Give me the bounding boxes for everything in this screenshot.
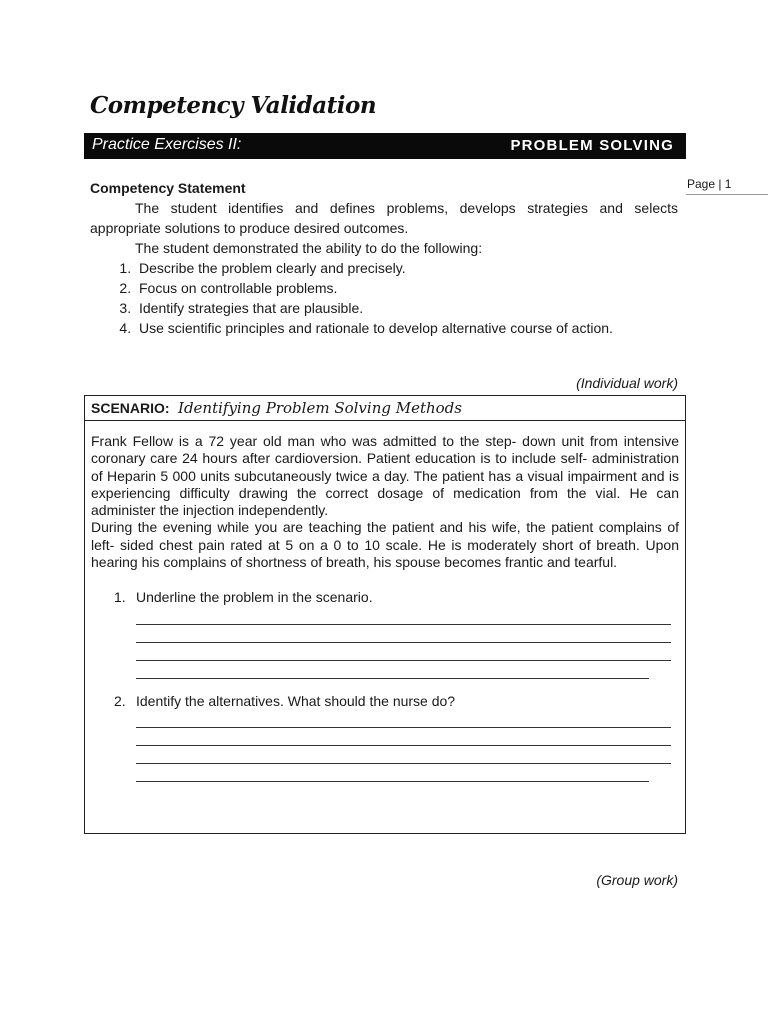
question-item <box>114 692 679 782</box>
question-list <box>91 589 679 782</box>
question-text <box>114 692 679 710</box>
question-label: Identify the alternatives. What should the nurse do? <box>136 692 456 709</box>
list-item: 3. Identify strategies that are plausible. <box>135 298 678 318</box>
scenario-box <box>84 395 686 834</box>
question-item <box>114 589 679 678</box>
page-title: Competency Validation <box>90 92 377 119</box>
banner-topic: PROBLEM SOLVING <box>510 137 674 154</box>
banner-subtitle: Practice Exercises II: <box>92 136 242 153</box>
answer-line[interactable] <box>136 607 671 625</box>
answer-line[interactable] <box>136 625 671 643</box>
competency-statement <box>90 178 678 338</box>
scenario-body <box>85 421 685 782</box>
individual-work-note: (Individual work) <box>576 375 678 391</box>
competency-paragraph: The student identifies and defines problems, develops strategies and selects appropriate solutions to produce desired outcomes. <box>90 200 678 236</box>
competency-intro: The student demonstrated the ability to do the following: <box>135 240 483 256</box>
answer-line[interactable] <box>136 661 649 679</box>
answer-line[interactable] <box>136 728 671 746</box>
scenario-title: Identifying Problem Solving Methods <box>178 399 462 417</box>
competency-heading: Competency Statement <box>90 180 246 196</box>
question-text <box>114 589 679 606</box>
list-item: 4. Use scientific principles and rationale to develop alternative course of action. <box>135 318 678 338</box>
scenario-header <box>85 396 685 421</box>
list-item: 2. Focus on controllable problems. <box>135 278 678 298</box>
answer-line[interactable] <box>136 710 671 728</box>
group-work-note: (Group work) <box>596 872 678 888</box>
section-banner <box>84 133 686 159</box>
scenario-paragraph: Frank Fellow is a 72 year old man who was admitted to the step- down unit from intensive coronary care 24 hours after cardioversion. Patient education is to include self- administration of Heparin 5 000 units subcutaneously twice a day. The patient has a visual impairment and is experiencing difficulty drawing the correct dosage of medication from the vial. He can administer the injection independently. <box>91 433 679 519</box>
scenario-label: SCENARIO: <box>91 400 170 416</box>
competency-list <box>90 258 678 338</box>
question-label: Underline the problem in the scenario. <box>136 589 373 606</box>
answer-line[interactable] <box>136 764 649 782</box>
list-item: 1. Describe the problem clearly and precisely. <box>135 258 678 278</box>
page-number: Page | 1 <box>686 175 768 195</box>
question-number: 2. <box>114 692 126 709</box>
question-number: 1. <box>114 589 126 606</box>
answer-line[interactable] <box>136 746 671 764</box>
scenario-paragraph: During the evening while you are teaching the patient and his wife, the patient complains of left- sided chest pain rated at 5 on a 0 to 10 scale. He is moderately short of breath. Upon hearing his complains of shortness of breath, his spouse becomes frantic and tearful. <box>91 519 679 571</box>
answer-line[interactable] <box>136 643 671 661</box>
